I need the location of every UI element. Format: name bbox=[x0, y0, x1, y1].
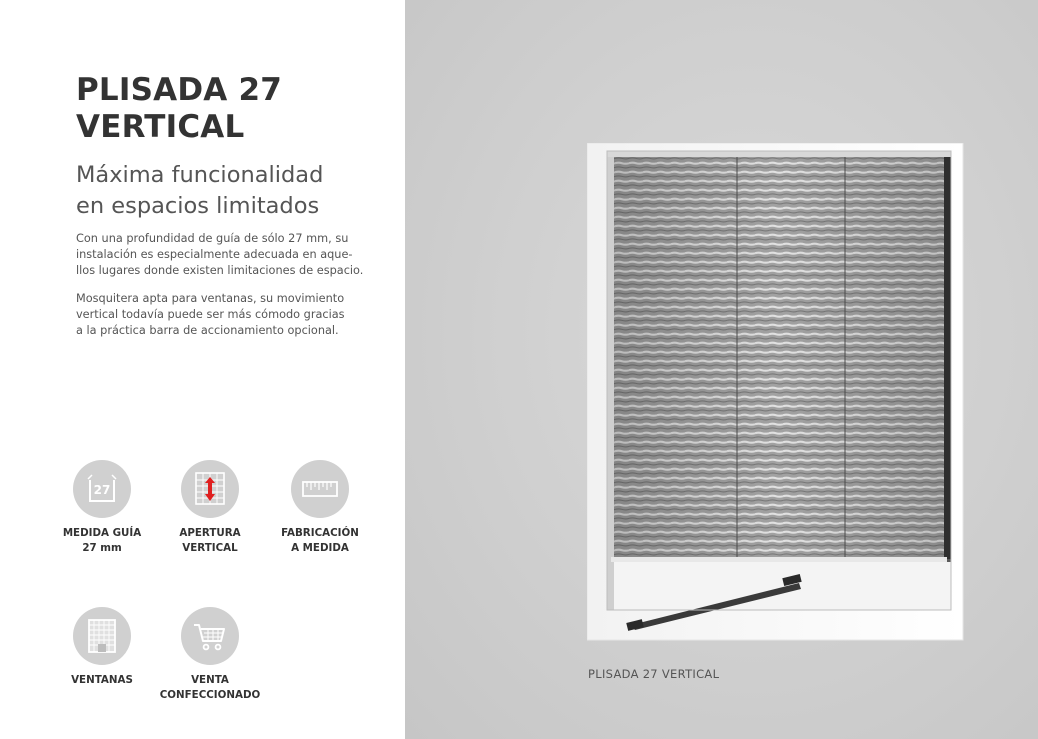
feature-label bbox=[155, 526, 265, 556]
feature-label-line-1: MEDIDA GUÍA bbox=[62, 527, 142, 539]
feature-label-line-2: CONFECCIONADO bbox=[159, 689, 261, 701]
paragraph-2-line: vertical todavía puede ser más cómodo gracias bbox=[76, 308, 345, 322]
feature-label bbox=[155, 673, 265, 703]
subtitle-line-1: Máxima funcionalidad bbox=[76, 162, 324, 188]
feature-label-line-1: VENTANAS bbox=[71, 674, 133, 686]
text-panel bbox=[0, 0, 405, 739]
paragraph-2-line: Mosquitera apta para ventanas, su movimiento bbox=[76, 292, 345, 305]
paragraph-2-line: a la práctica barra de accionamiento opcional. bbox=[76, 324, 339, 338]
feature-label-line-2: 27 mm bbox=[82, 542, 122, 554]
guide-27-icon-label: 27 bbox=[93, 483, 111, 497]
feature-label-line-2: A MEDIDA bbox=[291, 542, 349, 554]
vertical-opening-icon bbox=[181, 460, 239, 518]
feature-label-line-2: VERTICAL bbox=[182, 542, 238, 554]
shopping-cart-icon bbox=[181, 607, 239, 665]
feature-guide-width bbox=[47, 460, 157, 556]
feature-label bbox=[47, 526, 157, 556]
feature-windows bbox=[47, 607, 157, 688]
title-line-1: PLISADA 27 bbox=[76, 72, 282, 108]
paragraph-1-line: instalación es especialmente adecuada en aque- bbox=[76, 248, 353, 262]
guide-27-icon bbox=[73, 460, 131, 518]
description-paragraph-1 bbox=[76, 231, 376, 280]
product-caption: PLISADA 27 VERTICAL bbox=[588, 667, 720, 681]
feature-label-line-1: VENTA bbox=[191, 674, 229, 686]
feature-made-to-measure bbox=[265, 460, 375, 556]
subtitle-line-2: en espacios limitados bbox=[76, 193, 320, 219]
feature-label-line-1: APERTURA bbox=[179, 527, 241, 539]
feature-ready-made bbox=[155, 607, 265, 703]
paragraph-1-line: llos lugares donde existen limitaciones de espacio. bbox=[76, 264, 364, 278]
feature-label bbox=[265, 526, 375, 556]
ruler-icon bbox=[291, 460, 349, 518]
pleated-screen-product-image bbox=[587, 143, 967, 643]
paragraph-1-line: Con una profundidad de guía de sólo 27 mm, su bbox=[76, 232, 349, 245]
feature-label bbox=[47, 673, 157, 688]
description-paragraph-2 bbox=[76, 291, 376, 340]
page-title bbox=[76, 72, 282, 146]
page-subtitle bbox=[76, 160, 323, 222]
feature-label-line-1: FABRICACIÓN bbox=[281, 527, 359, 539]
feature-vertical-opening bbox=[155, 460, 265, 556]
title-line-2: VERTICAL bbox=[76, 109, 245, 145]
window-icon bbox=[73, 607, 131, 665]
